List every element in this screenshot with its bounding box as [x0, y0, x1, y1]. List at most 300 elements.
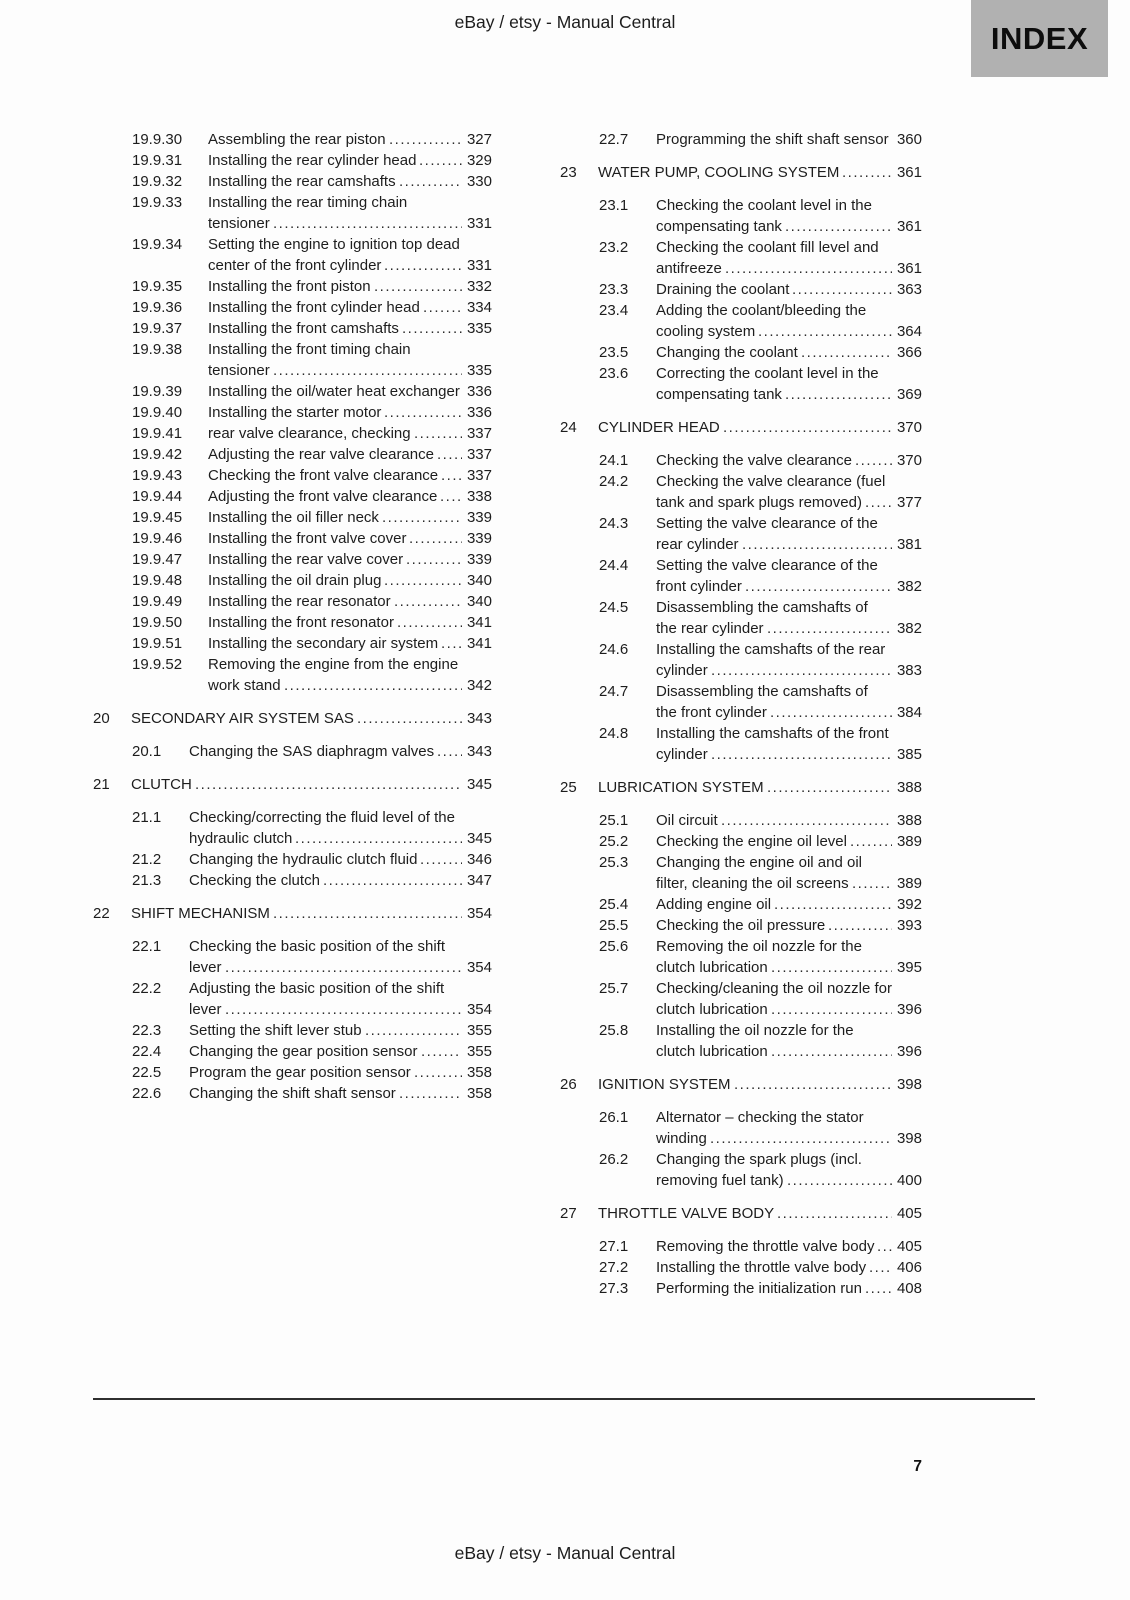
- entry-page: 339: [466, 551, 492, 568]
- entry-page: 343: [466, 710, 492, 727]
- entry-body: [208, 444, 492, 465]
- entry-number: 23.3: [599, 281, 629, 298]
- toc-entry: [93, 1083, 492, 1104]
- entry-title: Checking the oil pressure: [656, 917, 826, 934]
- entry-title: WATER PUMP, COOLING SYSTEM: [598, 164, 840, 181]
- entry-body: [208, 192, 492, 234]
- entry-body: [598, 417, 922, 438]
- entry-body: [656, 723, 922, 765]
- toc-entry: [93, 654, 492, 696]
- entry-page: 392: [896, 896, 922, 913]
- entry-body: [189, 1062, 492, 1083]
- entry-title: Checking/correcting the fluid level of the hydraulic clutch: [189, 809, 455, 847]
- entry-number: 19.9.44: [132, 488, 183, 505]
- entry-body: [208, 339, 492, 381]
- entry-body: [189, 849, 492, 870]
- entry-page: 361: [896, 260, 922, 277]
- entry-body: [656, 936, 922, 978]
- entry-number: 19.9.32: [132, 173, 183, 190]
- entry-title: Adding the coolant/bleeding the cooling system: [656, 302, 867, 340]
- entry-page: 396: [896, 1043, 922, 1060]
- entry-title: Changing the coolant: [656, 344, 798, 361]
- entry-number: 25.4: [599, 896, 629, 913]
- entry-number: 25.7: [599, 980, 629, 997]
- entry-title: Setting the shift lever stub: [189, 1022, 362, 1039]
- entry-title: Installing the throttle valve body: [656, 1259, 867, 1276]
- dot-leader: [195, 776, 462, 793]
- dot-leader: [440, 488, 462, 505]
- entry-page: 398: [896, 1076, 922, 1093]
- toc-entry: [560, 450, 922, 471]
- entry-number: 19.9.38: [132, 341, 183, 358]
- entry-title: Changing the SAS diaphragm valves: [189, 743, 435, 760]
- toc-entry: [560, 162, 922, 183]
- entry-page: 384: [896, 704, 922, 721]
- dot-leader: [357, 710, 462, 727]
- toc-entry: [560, 936, 922, 978]
- entry-number: 24.8: [599, 725, 629, 742]
- entry-title: Draining the coolant: [656, 281, 790, 298]
- dot-leader: [869, 1259, 892, 1276]
- entry-page: 405: [896, 1205, 922, 1222]
- entry-number: 19.9.47: [132, 551, 183, 568]
- entry-title: Performing the initialization run: [656, 1280, 862, 1297]
- dot-leader: [723, 419, 892, 436]
- entry-body: [656, 300, 922, 342]
- entry-number: 24.2: [599, 473, 629, 490]
- entry-title: CLUTCH: [131, 776, 192, 793]
- toc-entry: [93, 903, 492, 924]
- entry-page: 337: [466, 446, 492, 463]
- toc-entry: [560, 810, 922, 831]
- toc-entry: [560, 342, 922, 363]
- dot-leader: [394, 593, 462, 610]
- entry-body: [208, 276, 492, 297]
- dot-leader: [384, 404, 462, 421]
- toc-entry: [560, 1074, 922, 1095]
- entry-number: 22: [93, 905, 110, 922]
- entry-page: 337: [466, 425, 492, 442]
- entry-page: 370: [896, 452, 922, 469]
- entry-title: Changing the hydraulic clutch fluid: [189, 851, 418, 868]
- entry-page: 398: [896, 1130, 922, 1147]
- entry-body: [208, 402, 492, 423]
- entry-page: 339: [466, 530, 492, 547]
- dot-leader: [406, 551, 462, 568]
- entry-number: 19.9.50: [132, 614, 183, 631]
- entry-page: 331: [466, 215, 492, 232]
- dot-leader: [409, 530, 462, 547]
- entry-title: Installing the front piston: [208, 278, 371, 295]
- dot-leader: [801, 344, 892, 361]
- dot-leader: [225, 959, 462, 976]
- entry-number: 22.4: [132, 1043, 162, 1060]
- toc-entry: [93, 708, 492, 729]
- toc-entry: [560, 1278, 922, 1299]
- entry-page: 354: [466, 959, 492, 976]
- entry-page: 389: [896, 833, 922, 850]
- dot-leader: [828, 917, 892, 934]
- toc-entry: [560, 237, 922, 279]
- entry-title: Setting the valve clearance of the rear cylinder: [656, 515, 878, 553]
- table-of-contents: [93, 129, 922, 1299]
- dot-leader: [711, 662, 892, 679]
- entry-page: 341: [466, 614, 492, 631]
- entry-title: Checking the front valve clearance: [208, 467, 439, 484]
- entry-number: 23.1: [599, 197, 629, 214]
- toc-entry: [560, 300, 922, 342]
- entry-page: 361: [896, 218, 922, 235]
- toc-entry: [93, 936, 492, 978]
- entry-body: [189, 1083, 492, 1104]
- toc-entry: [93, 192, 492, 234]
- toc-entry: [560, 513, 922, 555]
- entry-title: Installing the rear resonator: [208, 593, 391, 610]
- entry-number: 22.6: [132, 1085, 162, 1102]
- toc-entry: [93, 774, 492, 795]
- toc-entry: [93, 465, 492, 486]
- entry-title: Installing the front timing chain tensioner: [208, 341, 411, 379]
- dot-leader: [420, 851, 462, 868]
- toc-entry: [560, 681, 922, 723]
- dot-leader: [423, 299, 462, 316]
- toc-entry: [93, 234, 492, 276]
- entry-body: [131, 708, 492, 729]
- entry-page: 335: [466, 362, 492, 379]
- entry-page: 339: [466, 509, 492, 526]
- entry-page: 342: [466, 677, 492, 694]
- dot-leader: [273, 215, 462, 232]
- toc-entry: [93, 276, 492, 297]
- entry-body: [189, 741, 492, 762]
- entry-body: [656, 1236, 922, 1257]
- toc-entry: [93, 402, 492, 423]
- entry-number: 27: [560, 1205, 577, 1222]
- toc-entry: [93, 150, 492, 171]
- toc-entry: [93, 339, 492, 381]
- entry-body: [656, 363, 922, 405]
- entry-body: [208, 234, 492, 276]
- entry-number: 21.3: [132, 872, 162, 889]
- entry-page: 408: [896, 1280, 922, 1297]
- entry-body: [656, 978, 922, 1020]
- entry-body: [656, 831, 922, 852]
- entry-body: [208, 633, 492, 654]
- entry-title: Disassembling the camshafts of the rear cylinder: [656, 599, 868, 637]
- entry-number: 19.9.45: [132, 509, 183, 526]
- dot-leader: [225, 1001, 462, 1018]
- entry-number: 24.7: [599, 683, 629, 700]
- entry-page: 354: [466, 905, 492, 922]
- dot-leader: [777, 1205, 892, 1222]
- dot-leader: [437, 446, 462, 463]
- dot-leader: [770, 704, 892, 721]
- entry-title: SECONDARY AIR SYSTEM SAS: [131, 710, 354, 727]
- entry-body: [656, 1257, 922, 1278]
- entry-number: 23: [560, 164, 577, 181]
- entry-number: 22.5: [132, 1064, 162, 1081]
- entry-page: 400: [896, 1172, 922, 1189]
- dot-leader: [397, 614, 462, 631]
- dot-leader: [767, 779, 892, 796]
- toc-entry: [560, 831, 922, 852]
- dot-leader: [725, 260, 892, 277]
- entry-page: 385: [896, 746, 922, 763]
- toc-entry: [93, 1062, 492, 1083]
- dot-leader: [399, 173, 462, 190]
- dot-leader: [855, 452, 892, 469]
- entry-title: LUBRICATION SYSTEM: [598, 779, 764, 796]
- entry-number: 19.9.33: [132, 194, 183, 211]
- entry-number: 25.1: [599, 812, 629, 829]
- dot-leader: [787, 1172, 892, 1189]
- entry-body: [598, 1074, 922, 1095]
- entry-body: [189, 1020, 492, 1041]
- entry-number: 19.9.52: [132, 656, 183, 673]
- entry-title: Adjusting the front valve clearance: [208, 488, 438, 505]
- entry-title: Installing the front resonator: [208, 614, 394, 631]
- entry-page: 336: [466, 404, 492, 421]
- entry-number: 19.9.43: [132, 467, 183, 484]
- toc-entry: [93, 612, 492, 633]
- entry-number: 19.9.34: [132, 236, 183, 253]
- entry-title: IGNITION SYSTEM: [598, 1076, 731, 1093]
- toc-entry: [93, 318, 492, 339]
- entry-body: [656, 894, 922, 915]
- dot-leader: [721, 812, 892, 829]
- dot-leader: [771, 959, 892, 976]
- dot-leader: [374, 278, 462, 295]
- entry-body: [656, 852, 922, 894]
- entry-page: 363: [896, 281, 922, 298]
- dot-leader: [774, 896, 892, 913]
- entry-page: 381: [896, 536, 922, 553]
- toc-entry: [93, 486, 492, 507]
- entry-body: [598, 1203, 922, 1224]
- toc-column-right: [560, 129, 922, 1299]
- entry-title: Installing the rear camshafts: [208, 173, 396, 190]
- dot-leader: [734, 1076, 892, 1093]
- toc-entry: [560, 195, 922, 237]
- entry-title: Checking the coolant fill level and antifreeze: [656, 239, 879, 277]
- entry-page: 358: [466, 1064, 492, 1081]
- entry-title: Removing the engine from the engine work stand: [208, 656, 459, 694]
- entry-page: 405: [896, 1238, 922, 1255]
- entry-page: 341: [466, 635, 492, 652]
- toc-entry: [93, 381, 492, 402]
- entry-number: 24.1: [599, 452, 629, 469]
- entry-body: [208, 549, 492, 570]
- dot-leader: [421, 1043, 462, 1060]
- entry-body: [208, 465, 492, 486]
- entry-number: 23.6: [599, 365, 629, 382]
- entry-number: 19.9.31: [132, 152, 183, 169]
- entry-body: [208, 591, 492, 612]
- entry-title: Installing the rear timing chain tensioner: [208, 194, 408, 232]
- entry-body: [208, 423, 492, 444]
- entry-page: 327: [466, 131, 492, 148]
- entry-body: [131, 903, 492, 924]
- toc-entry: [93, 849, 492, 870]
- entry-title: Installing the rear valve cover: [208, 551, 404, 568]
- entry-number: 26.2: [599, 1151, 629, 1168]
- footer-rule: [93, 1398, 1035, 1400]
- toc-entry: [560, 723, 922, 765]
- entry-title: Adding engine oil: [656, 896, 772, 913]
- entry-body: [208, 129, 492, 150]
- dot-leader: [441, 635, 462, 652]
- entry-title: Changing the gear position sensor: [189, 1043, 418, 1060]
- entry-number: 19.9.36: [132, 299, 183, 316]
- entry-number: 27.3: [599, 1280, 629, 1297]
- entry-page: 395: [896, 959, 922, 976]
- entry-page: 345: [466, 776, 492, 793]
- dot-leader: [295, 830, 462, 847]
- entry-title: Oil circuit: [656, 812, 718, 829]
- entry-body: [189, 870, 492, 891]
- entry-body: [656, 450, 922, 471]
- entry-title: Installing the oil nozzle for the clutch lubrication: [656, 1022, 854, 1060]
- dot-leader: [273, 362, 462, 379]
- toc-entry: [560, 1020, 922, 1062]
- entry-body: [656, 471, 922, 513]
- entry-page: 347: [466, 872, 492, 889]
- toc-entry: [93, 570, 492, 591]
- toc-entry: [93, 444, 492, 465]
- entry-page: 366: [896, 344, 922, 361]
- toc-entry: [560, 417, 922, 438]
- entry-title: Setting the engine to ignition top dead center of the front cylinder: [208, 236, 460, 274]
- dot-leader: [414, 425, 462, 442]
- toc-entry: [560, 1149, 922, 1191]
- toc-entry: [560, 894, 922, 915]
- entry-body: [598, 777, 922, 798]
- entry-number: 25.3: [599, 854, 629, 871]
- entry-body: [656, 810, 922, 831]
- entry-title: Alternator – checking the stator winding: [656, 1109, 864, 1147]
- entry-page: 369: [896, 386, 922, 403]
- entry-number: 19.9.40: [132, 404, 183, 421]
- entry-title: Checking the valve clearance (fuel tank and spark plugs removed): [656, 473, 886, 511]
- toc-entry: [93, 423, 492, 444]
- entry-page: 383: [896, 662, 922, 679]
- toc-entry: [560, 1257, 922, 1278]
- toc-entry: [93, 870, 492, 891]
- entry-title: Programming the shift shaft sensor: [656, 131, 889, 148]
- entry-title: Checking the engine oil level: [656, 833, 847, 850]
- entry-page: 337: [466, 467, 492, 484]
- dot-leader: [865, 494, 892, 511]
- dot-leader: [419, 152, 462, 169]
- entry-number: 19.9.35: [132, 278, 183, 295]
- toc-entry: [93, 741, 492, 762]
- entry-title: Removing the throttle valve body: [656, 1238, 875, 1255]
- entry-title: rear valve clearance, checking: [208, 425, 411, 442]
- toc-entry: [560, 1236, 922, 1257]
- dot-leader: [382, 509, 462, 526]
- entry-title: Installing the starter motor: [208, 404, 382, 421]
- dot-leader: [365, 1022, 462, 1039]
- entry-page: 340: [466, 593, 492, 610]
- entry-title: Changing the spark plugs (incl. removing fuel tank): [656, 1151, 862, 1189]
- toc-entry: [93, 978, 492, 1020]
- toc-entry: [93, 297, 492, 318]
- entry-body: [656, 279, 922, 300]
- dot-leader: [850, 833, 892, 850]
- entry-body: [189, 807, 492, 849]
- dot-leader: [384, 257, 462, 274]
- entry-page: 335: [466, 320, 492, 337]
- entry-page: 346: [466, 851, 492, 868]
- entry-number: 20.1: [132, 743, 162, 760]
- dot-leader: [414, 1064, 462, 1081]
- entry-title: Installing the rear cylinder head: [208, 152, 417, 169]
- entry-number: 19.9.41: [132, 425, 183, 442]
- toc-entry: [560, 597, 922, 639]
- entry-page: 389: [896, 875, 922, 892]
- entry-title: Installing the camshafts of the rear cylinder: [656, 641, 886, 679]
- entry-body: [208, 486, 492, 507]
- entry-body: [656, 342, 922, 363]
- dot-leader: [384, 572, 462, 589]
- entry-number: 24.6: [599, 641, 629, 658]
- entry-title: Installing the camshafts of the front cylinder: [656, 725, 889, 763]
- entry-body: [598, 162, 922, 183]
- entry-number: 22.3: [132, 1022, 162, 1039]
- entry-number: 19.9.49: [132, 593, 183, 610]
- entry-body: [208, 297, 492, 318]
- toc-entry: [560, 555, 922, 597]
- entry-body: [208, 654, 492, 696]
- toc-entry: [93, 633, 492, 654]
- dot-leader: [323, 872, 462, 889]
- entry-number: 19.9.30: [132, 131, 183, 148]
- entry-page: 388: [896, 812, 922, 829]
- entry-number: 26: [560, 1076, 577, 1093]
- entry-title: Disassembling the camshafts of the front cylinder: [656, 683, 868, 721]
- entry-page: 382: [896, 578, 922, 595]
- dot-leader: [792, 281, 892, 298]
- toc-entry: [560, 471, 922, 513]
- entry-title: Checking the coolant level in the compensating tank: [656, 197, 872, 235]
- toc-entry: [560, 129, 922, 150]
- entry-page: 388: [896, 779, 922, 796]
- entry-page: 377: [896, 494, 922, 511]
- entry-number: 22.7: [599, 131, 629, 148]
- toc-entry: [560, 363, 922, 405]
- entry-body: [656, 237, 922, 279]
- entry-number: 24.5: [599, 599, 629, 616]
- entry-number: 27.2: [599, 1259, 629, 1276]
- dot-leader: [865, 1280, 892, 1297]
- dot-leader: [742, 536, 892, 553]
- entry-title: SHIFT MECHANISM: [131, 905, 270, 922]
- entry-body: [208, 612, 492, 633]
- entry-number: 20: [93, 710, 110, 727]
- entry-title: Installing the oil filler neck: [208, 509, 379, 526]
- entry-page: 336: [466, 383, 492, 400]
- entry-page: 393: [896, 917, 922, 934]
- dot-leader: [437, 743, 462, 760]
- entry-body: [656, 681, 922, 723]
- entry-number: 25.6: [599, 938, 629, 955]
- entry-page: 345: [466, 830, 492, 847]
- entry-page: 364: [896, 323, 922, 340]
- entry-body: [131, 774, 492, 795]
- toc-entry: [93, 807, 492, 849]
- entry-number: 27.1: [599, 1238, 629, 1255]
- dot-leader: [785, 218, 892, 235]
